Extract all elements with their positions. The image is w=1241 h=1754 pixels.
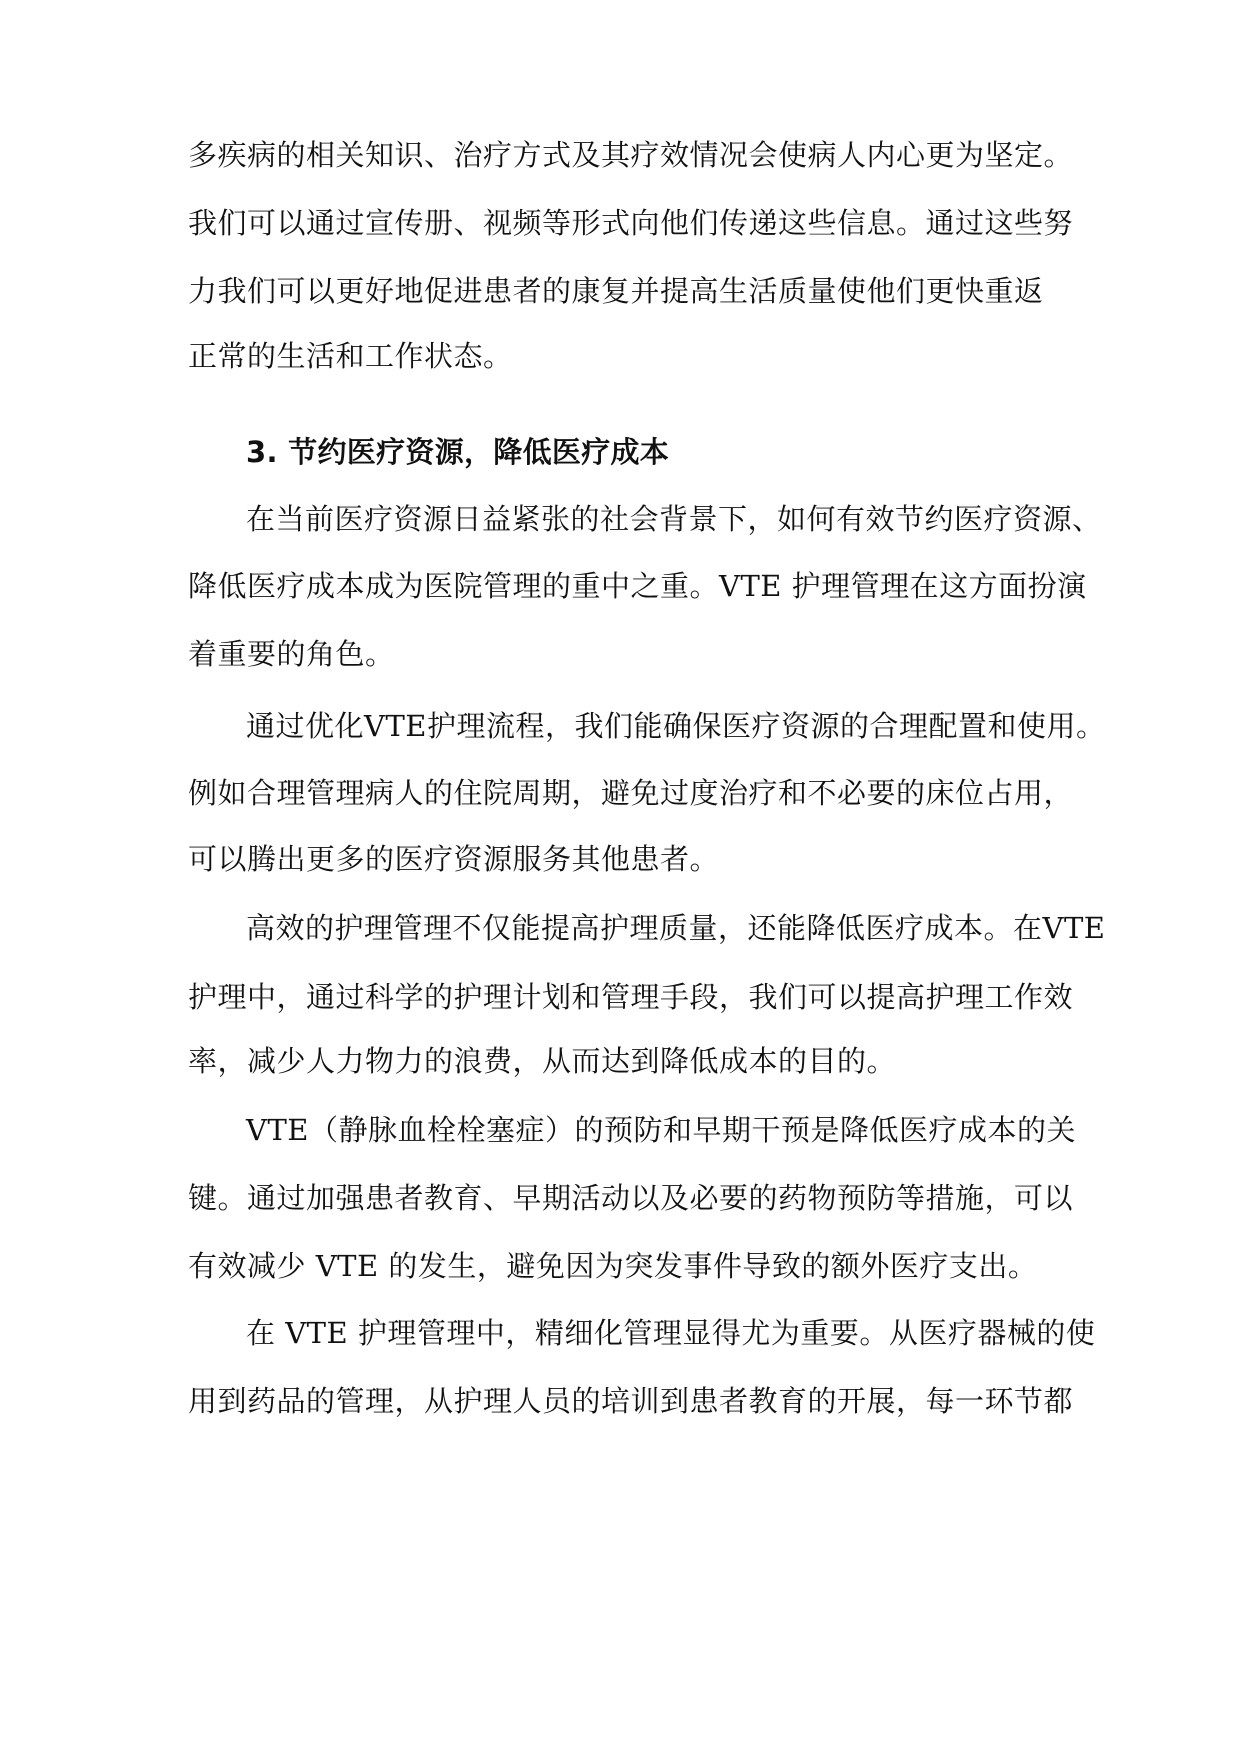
text-line: VTE（静脉血栓栓塞症）的预防和早期干预是降低医疗成本的关 xyxy=(246,1113,1076,1147)
text-line: 率，减少人力物力的浪费，从而达到降低成本的目的。 xyxy=(188,1044,897,1078)
text-line: 我们可以通过宣传册、视频等形式向他们传递这些信息。通过这些努 xyxy=(188,206,1074,240)
text-line: 可以腾出更多的医疗资源服务其他患者。 xyxy=(188,842,720,876)
text-line: 例如合理管理病人的住院周期，避免过度治疗和不必要的床位占用， xyxy=(188,776,1074,810)
text-line: 在当前医疗资源日益紧张的社会背景下，如何有效节约医疗资源、 xyxy=(246,502,1102,536)
text-line: 多疾病的相关知识、治疗方式及其疗效情况会使病人内心更为坚定。 xyxy=(188,138,1074,172)
text-line: 着重要的角色。 xyxy=(188,637,395,671)
text-line: 正常的生活和工作状态。 xyxy=(188,339,513,373)
section-heading: 3. 节约医疗资源，降低医疗成本 xyxy=(246,435,670,469)
text-line: 键。通过加强患者教育、早期活动以及必要的药物预防等措施，可以 xyxy=(188,1181,1074,1215)
text-line: 高效的护理管理不仅能提高护理质量，还能降低医疗成本。在VTE xyxy=(246,911,1106,945)
text-line: 降低医疗成本成为医院管理的重中之重。VTE 护理管理在这方面扮演 xyxy=(188,569,1087,603)
text-line: 通过优化VTE护理流程，我们能确保医疗资源的合理配置和使用。 xyxy=(246,709,1106,743)
text-line: 有效减少 VTE 的发生，避免因为突发事件导致的额外医疗支出。 xyxy=(188,1249,1038,1283)
text-line: 力我们可以更好地促进患者的康复并提高生活质量使他们更快重返 xyxy=(188,274,1044,308)
text-line: 用到药品的管理，从护理人员的培训到患者教育的开展，每一环节都 xyxy=(188,1384,1074,1418)
text-line: 护理中，通过科学的护理计划和管理手段，我们可以提高护理工作效 xyxy=(188,980,1074,1014)
text-line: 在 VTE 护理管理中，精细化管理显得尤为重要。从医疗器械的使 xyxy=(246,1316,1096,1350)
